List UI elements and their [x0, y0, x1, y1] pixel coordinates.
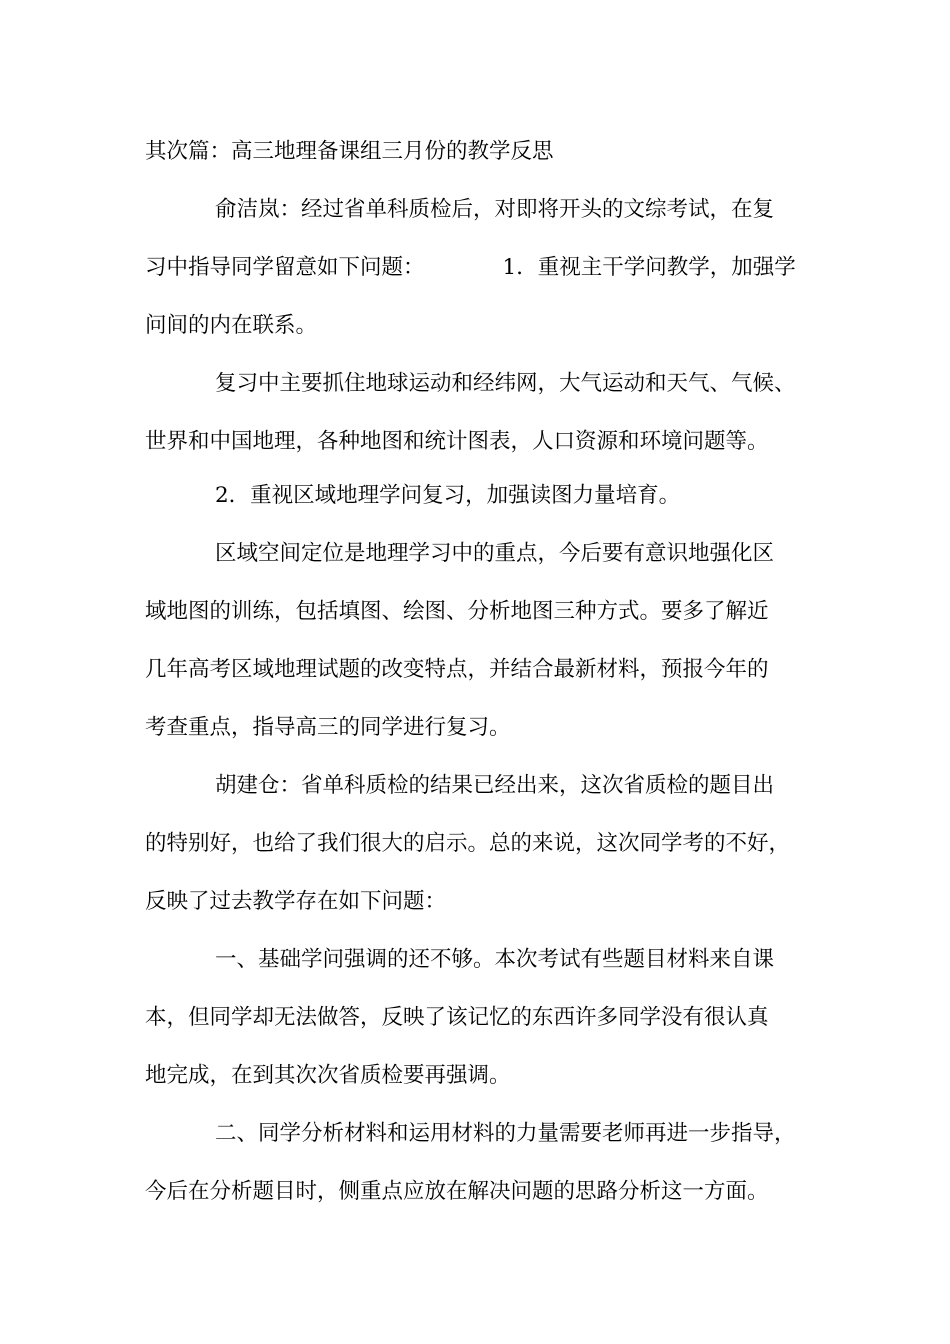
paragraph-line: 1．重视主干学问教学，加强学	[502, 255, 796, 280]
paragraph-line: 反映了过去教学存在如下问题：	[145, 889, 447, 914]
paragraph-line: 考查重点，指导高三的同学进行复习。	[145, 715, 511, 740]
paragraph-line: 区域空间定位是地理学习中的重点，今后要有意识地强化区	[215, 541, 775, 566]
paragraph-line: 域地图的训练，包括填图、绘图、分析地图三种方式。要多了解近	[145, 599, 769, 624]
paragraph-line: 问间的内在联系。	[145, 313, 318, 338]
paragraph-line: 复习中主要抓住地球运动和经纬网，大气运动和天气、气候、	[215, 371, 796, 396]
document-title: 其次篇：高三地理备课组三月份的教学反思	[145, 139, 554, 164]
paragraph-line: 世界和中国地理，各种地图和统计图表，人口资源和环境问题等。	[145, 429, 769, 454]
paragraph-line: 今后在分析题目时，侧重点应放在解决问题的思路分析这一方面。	[145, 1179, 769, 1204]
paragraph-line: 的特别好，也给了我们很大的启示。总的来说，这次同学考的不好，	[145, 831, 791, 856]
paragraph-line: 几年高考区域地理试题的改变特点，并结合最新材料，预报今年的	[145, 657, 769, 682]
paragraph-line: 地完成，在到其次次省质检要再强调。	[145, 1063, 511, 1088]
paragraph-line: 二、同学分析材料和运用材料的力量需要老师再进一步指导，	[215, 1121, 796, 1146]
paragraph-line: 俞洁岚：经过省单科质检后，对即将开头的文综考试，在复	[215, 197, 775, 222]
paragraph-line: 2．重视区域地理学问复习，加强读图力量培育。	[215, 483, 681, 508]
paragraph-line: 本，但同学却无法做答，反映了该记忆的东西许多同学没有很认真	[145, 1005, 769, 1030]
paragraph-line: 习中指导同学留意如下问题：	[145, 255, 425, 280]
paragraph-line: 一、基础学问强调的还不够。本次考试有些题目材料来自课	[215, 947, 775, 972]
paragraph-line: 胡建仓：省单科质检的结果已经出来，这次省质检的题目出	[215, 773, 775, 798]
paragraph-line-group	[145, 254, 796, 282]
